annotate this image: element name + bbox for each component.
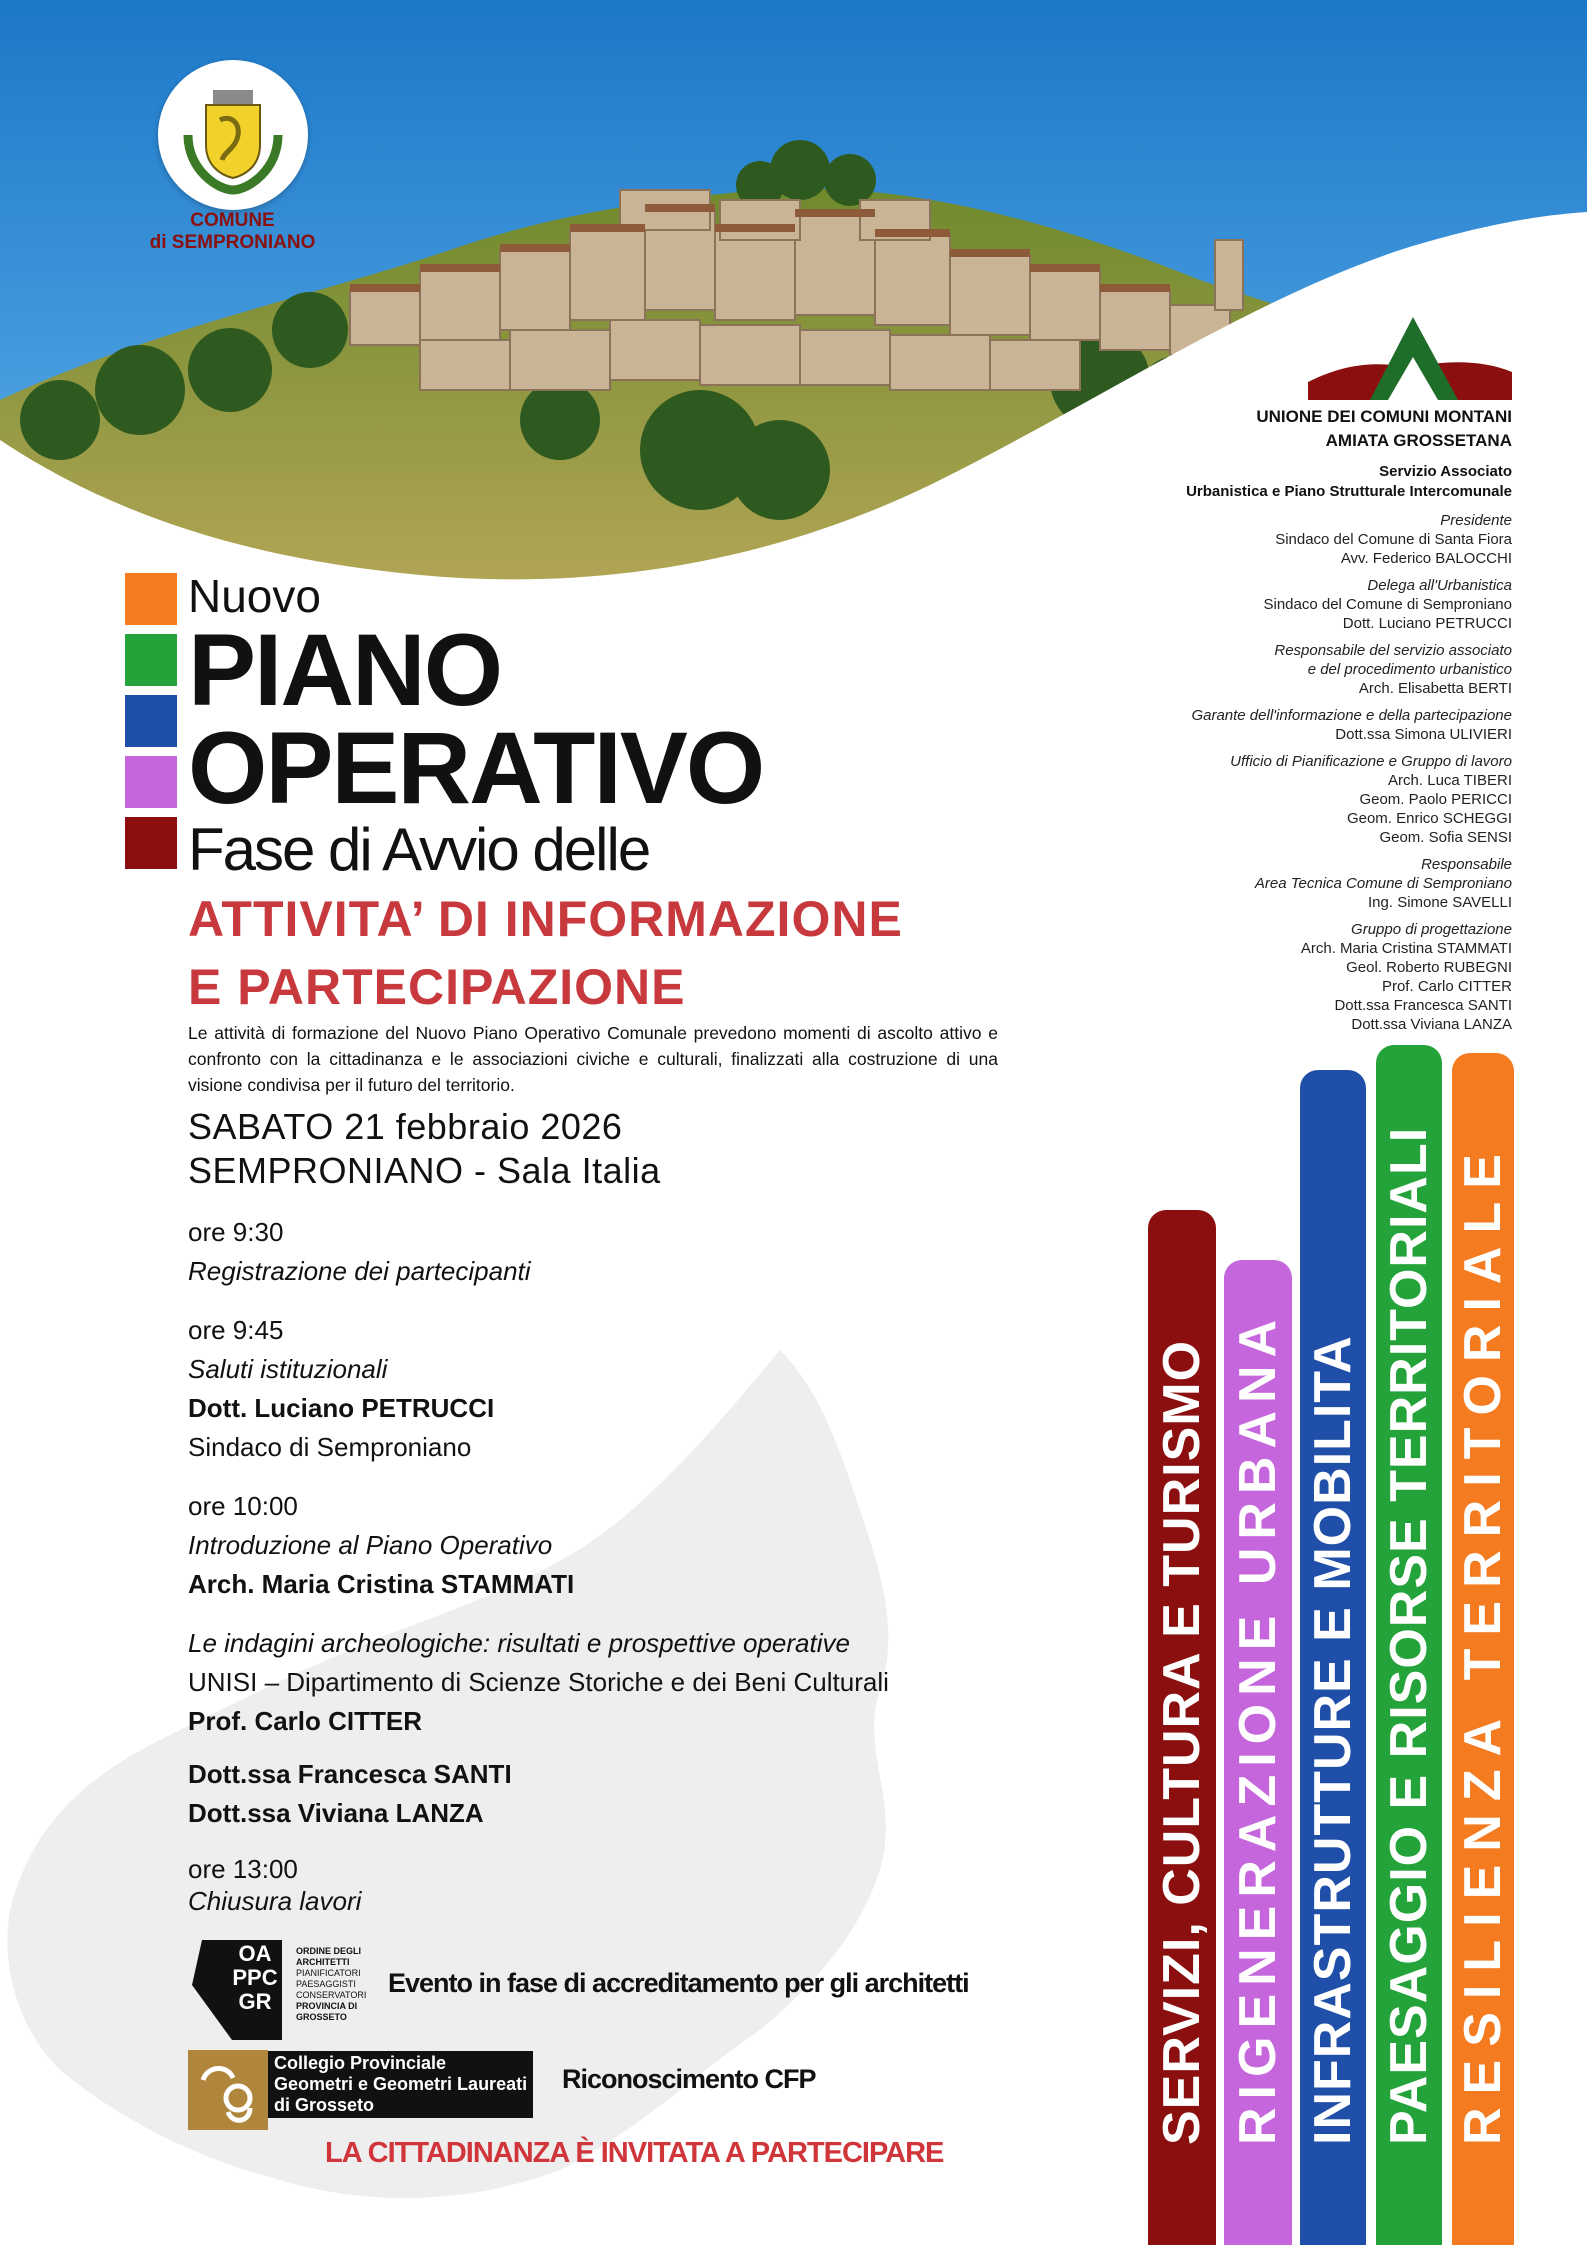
collegio-name bbox=[268, 2051, 533, 2118]
staff-role: Delega all'Urbanistica bbox=[1367, 577, 1512, 594]
staff-name: Geom. Sofia SENSI bbox=[1379, 829, 1512, 846]
comune-crest-logo bbox=[158, 60, 308, 210]
event-place: SEMPRONIANO - Sala Italia bbox=[188, 1150, 661, 1191]
pillar-resilienza bbox=[1452, 1053, 1514, 2245]
invitation-text: LA CITTADINANZA È INVITATA A PARTECIPARE bbox=[325, 2137, 944, 2169]
staff-group bbox=[992, 920, 1512, 1034]
union-service bbox=[1112, 462, 1512, 502]
staff-role: Ufficio di Pianificazione e Gruppo di lavoro bbox=[1230, 753, 1512, 770]
staff-role: Responsabile bbox=[1421, 856, 1512, 873]
pillar-paesaggio bbox=[1376, 1045, 1442, 2245]
title-operativo: OPERATIVO bbox=[188, 711, 764, 825]
pillar-label: RESILIENZA TERRITORIALE bbox=[1454, 1141, 1512, 2145]
staff-group bbox=[992, 855, 1512, 912]
program-time: ore 9:45 bbox=[188, 1315, 284, 1345]
staff-name: Dott.ssa Viviana LANZA bbox=[1351, 1016, 1512, 1033]
pillar-rigenerazione bbox=[1224, 1260, 1292, 2245]
staff-name: Arch. Elisabetta BERTI bbox=[1358, 680, 1512, 697]
staff-name: Geom. Enrico SCHEGGI bbox=[1346, 810, 1512, 827]
oappc-logo bbox=[192, 1940, 382, 2040]
pillar-label: INFRASTRUTTURE E MOBILITA bbox=[1304, 1335, 1362, 2145]
oappc-l2: PPC bbox=[232, 1965, 278, 1990]
staff-group bbox=[992, 511, 1512, 568]
staff-name: Geom. Paolo PERICCI bbox=[1359, 791, 1512, 808]
staff-role: Presidente bbox=[1440, 512, 1512, 529]
staff-role: e del procedimento urbanistico bbox=[1307, 661, 1512, 678]
program-speaker: Dott. Luciano PETRUCCI bbox=[188, 1393, 495, 1423]
service-line1: Servizio Associato bbox=[1379, 463, 1512, 480]
square-green bbox=[125, 634, 177, 686]
event-date: SABATO 21 febbraio 2026 bbox=[188, 1106, 623, 1147]
collegio-line2: Geometri e Geometri Laureati bbox=[274, 2074, 528, 2094]
staff-role: Garante dell'informazione e della partecipazione bbox=[1191, 707, 1512, 724]
oappc-small: PAESAGGISTI bbox=[296, 1979, 356, 1989]
program bbox=[188, 1213, 1048, 1937]
attivita-line2: E PARTECIPAZIONE bbox=[188, 959, 686, 1015]
pillar-infrastrutture bbox=[1300, 1070, 1366, 2245]
title-piano: PIANO bbox=[188, 613, 502, 727]
square-blue bbox=[125, 695, 177, 747]
program-speaker: Dott.ssa Francesca SANTI bbox=[188, 1759, 512, 1789]
pillar-label: PAESAGGIO E RISORSE TERRITORIALI bbox=[1380, 1126, 1438, 2145]
program-speaker: Prof. Carlo CITTER bbox=[188, 1706, 423, 1736]
title-attivita bbox=[188, 885, 903, 1021]
title-fase: Fase di Avvio delle bbox=[188, 816, 650, 883]
oappc-small: ORDINE DEGLI bbox=[296, 1946, 362, 1956]
program-desc: Registrazione dei partecipanti bbox=[188, 1256, 531, 1286]
union-name-line1: UNIONE DEI COMUNI MONTANI bbox=[1256, 407, 1512, 426]
oappc-small: PROVINCIA DI bbox=[296, 2001, 358, 2011]
program-time: ore 13:00 bbox=[188, 1854, 298, 1884]
staff-role: Gruppo di progettazione bbox=[1351, 921, 1512, 938]
cfp-text: Riconoscimento CFP bbox=[562, 2064, 816, 2094]
oappc-l3: GR bbox=[238, 1989, 272, 2014]
staff-name: Dott. Luciano PETRUCCI bbox=[1342, 615, 1512, 632]
comune-line2: di SEMPRONIANO bbox=[149, 232, 316, 253]
staff-group bbox=[992, 576, 1512, 633]
program-desc: Introduzione al Piano Operativo bbox=[188, 1530, 553, 1560]
staff-name: Sindaco del Comune di Semproniano bbox=[1263, 596, 1512, 613]
program-time: ore 9:30 bbox=[188, 1217, 284, 1247]
program-speaker: Arch. Maria Cristina STAMMATI bbox=[188, 1569, 575, 1599]
program-desc-cont: : risultati e prospettive operative bbox=[482, 1628, 850, 1658]
staff-role: Area Tecnica Comune di Semproniano bbox=[1254, 875, 1512, 892]
oappc-small: PIANIFICATORI bbox=[296, 1968, 361, 1978]
program-speaker-role: Sindaco di Semproniano bbox=[188, 1432, 472, 1462]
service-line2: Urbanistica e Piano Strutturale Intercomunale bbox=[1186, 483, 1512, 500]
staff-role: Responsabile del servizio associato bbox=[1274, 642, 1512, 659]
program-item bbox=[188, 1487, 1048, 1604]
union-name-line2: AMIATA GROSSETANA bbox=[1325, 431, 1512, 450]
union-name bbox=[1112, 405, 1512, 453]
collegio-logo bbox=[188, 2050, 268, 2130]
oappc-l1: OA bbox=[238, 1941, 272, 1966]
color-squares bbox=[125, 573, 177, 878]
collegio-line3: di Grosseto bbox=[274, 2095, 375, 2115]
program-org: UNISI – Dipartimento di Scienze Storiche e dei Beni Culturali bbox=[188, 1667, 889, 1697]
staff-group bbox=[992, 752, 1512, 847]
square-darkred bbox=[125, 817, 177, 869]
square-violet bbox=[125, 756, 177, 808]
staff-name: Dott.ssa Francesca SANTI bbox=[1334, 997, 1512, 1014]
program-item bbox=[188, 1311, 1048, 1467]
union-mountain-logo bbox=[1308, 312, 1512, 402]
staff-name: Sindaco del Comune di Santa Fiora bbox=[1275, 531, 1512, 548]
accreditation-text: Evento in fase di accreditamento per gli architetti bbox=[388, 1968, 969, 1998]
staff-name: Geol. Roberto RUBEGNI bbox=[1346, 959, 1512, 976]
program-desc: Le indagini archeologiche bbox=[188, 1628, 483, 1658]
collegio-emblem-icon bbox=[188, 2050, 268, 2130]
staff-group bbox=[992, 641, 1512, 698]
program-item bbox=[188, 1624, 1048, 1833]
program-time: ore 10:00 bbox=[188, 1491, 298, 1521]
pillar-servizi bbox=[1148, 1210, 1216, 2245]
staff-name: Dott.ssa Simona ULIVIERI bbox=[1335, 726, 1512, 743]
staff-name: Prof. Carlo CITTER bbox=[1381, 978, 1512, 995]
title-nuovo: Nuovo bbox=[188, 570, 321, 622]
attivita-line1: ATTIVITA’ DI INFORMAZIONE bbox=[188, 891, 903, 947]
program-item bbox=[188, 1213, 1048, 1291]
collegio-line1: Collegio Provinciale bbox=[274, 2053, 447, 2073]
program-item bbox=[188, 1853, 1048, 1917]
staff-list bbox=[992, 511, 1512, 1042]
staff-name: Arch. Maria Cristina STAMMATI bbox=[1300, 940, 1512, 957]
square-orange bbox=[125, 573, 177, 625]
staff-name: Ing. Simone SAVELLI bbox=[1368, 894, 1512, 911]
crest-icon bbox=[158, 60, 308, 210]
pillar-label: RIGENERAZIONE URBANA bbox=[1229, 1311, 1287, 2145]
pillar-label: SERVIZI, CULTURA E TURISMO bbox=[1153, 1339, 1211, 2145]
comune-line1: COMUNE bbox=[190, 210, 275, 231]
program-desc: Chiusura lavori bbox=[188, 1886, 362, 1916]
oappc-small: CONSERVATORI bbox=[296, 1990, 367, 2000]
intro-paragraph: Le attività di formazione del Nuovo Piano Operativo Comunale prevedono momenti di ascolto attivo e confronto con la cittadinanza e le associazioni civiche e culturali, finalizzati alla costruzione di una visione condivisa per il futuro del territorio. bbox=[188, 1023, 998, 1095]
staff-name: Arch. Luca TIBERI bbox=[1388, 772, 1512, 789]
program-speaker: Dott.ssa Viviana LANZA bbox=[188, 1798, 484, 1828]
program-desc: Saluti istituzionali bbox=[188, 1354, 388, 1384]
comune-label bbox=[110, 210, 355, 254]
staff-group bbox=[992, 706, 1512, 744]
staff-name: Avv. Federico BALOCCHI bbox=[1340, 550, 1512, 567]
oappc-small: GROSSETO bbox=[296, 2012, 347, 2022]
event-info bbox=[188, 1105, 661, 1193]
oappc-small: ARCHITETTI bbox=[296, 1957, 350, 1967]
